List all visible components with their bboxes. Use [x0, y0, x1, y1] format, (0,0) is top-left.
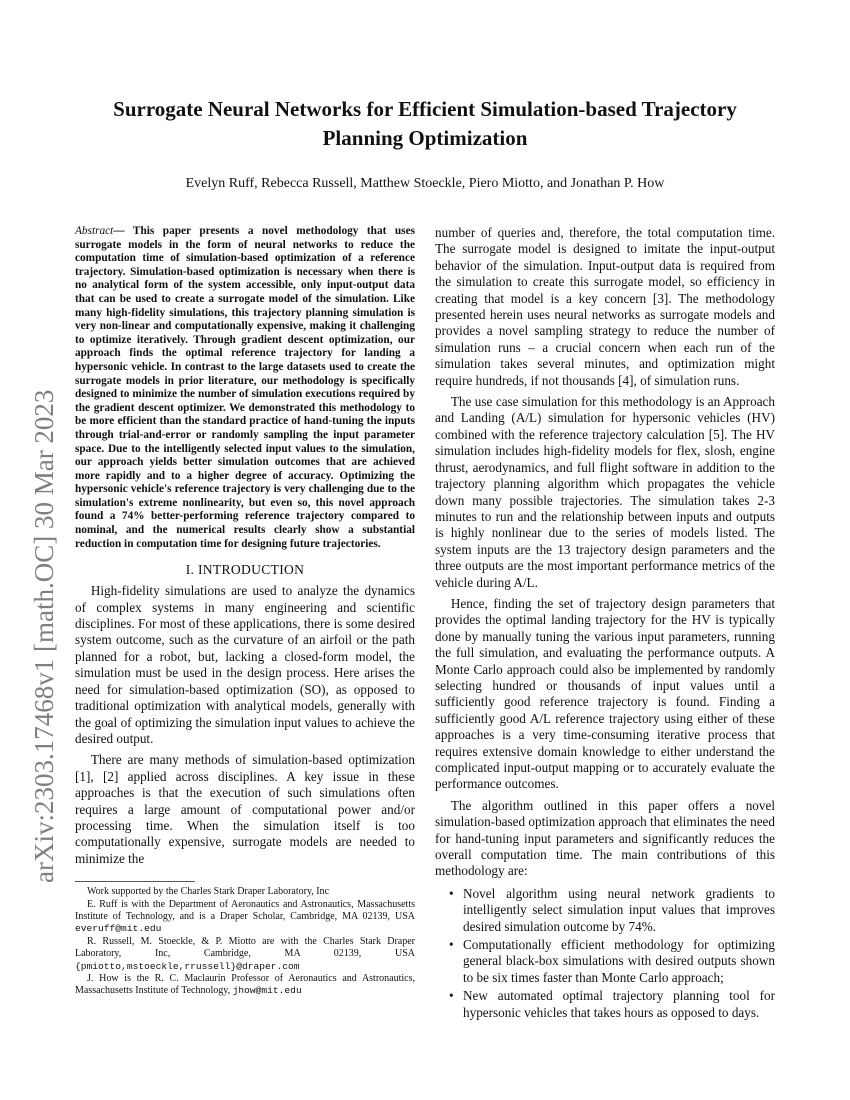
left-column [75, 225, 415, 998]
contribution-text: Novel algorithm using neural network gradients to intelligently select simulation input values that improves desired simulation outcome by 74%. [463, 885, 775, 934]
email-link-how[interactable]: jhow@mit.edu [232, 985, 302, 997]
section-heading-introduction: I. INTRODUCTION [185, 562, 305, 578]
contribution-text: New automated optimal trajectory planning tool for hypersonic vehicles that takes hours as opposed to days. [463, 988, 775, 1020]
email-link-ruff[interactable]: everuff@mit.edu [75, 923, 162, 935]
footnote-divider [75, 881, 195, 882]
body-paragraph-use-case: The use case simulation for this methodology is an Approach and Landing (A/L) simulation for hypersonic vehicles (HV) combined with the reference trajectory calculation [5]. The HV simulation includes high-fidelity models for flex, slosh, engine thrust, aerodynamics, and full flight software in addition to the trajectory planning algorithm which propagates the vehicle down many possible trajectories. The simulation takes 2-3 minutes to run and the relationship between inputs and outputs is highly nonlinear due to the series of models listed. The system inputs are the 13 trajectory design parameters and the three outputs are the most important performance metrics of the vehicle during A/L. [435, 394, 775, 590]
body-paragraph-manual-tuning: Hence, finding the set of trajectory design parameters that provides the optimal landing trajectory for the HV is typically done by manually tuning the various input parameters, running the full simulation, and evaluating the performance outputs. A Monte Carlo approach could also be implemented by randomly selecting hundred or thousands of input values until a sufficiently good reference trajectory is found. Finding a sufficiently good A/L reference trajectory using either of these approaches is a very time-consuming iterative process that requires extensive domain knowledge to either understand the complicated input-output mapping or to accurately evaluate the performance outcomes. [435, 595, 775, 792]
bullet-icon: • [449, 885, 454, 901]
paper-title-line-2: Planning Optimization [322, 126, 528, 150]
intro-paragraph-2: There are many methods of simulation-based optimization [1], [2] applied across disciplines. A key issue in these approaches is that the execution of such simulations often requires a large amount of computational power and/or processing time. When the simulation itself is too computationally expensive, surrogate models are needed to minimize the [75, 752, 415, 866]
arxiv-identifier: arXiv:2303.17468v1 [math.OC] 30 Mar 2023 [29, 389, 59, 883]
footnotes [75, 886, 415, 998]
footnote-draper [75, 936, 415, 973]
list-item [435, 937, 775, 986]
author-list: Evelyn Ruff, Rebecca Russell, Matthew Stoeckle, Piero Miotto, and Jonathan P. How [185, 176, 665, 191]
footnote-ruff-text: E. Ruff is with the Department of Aeronautics and Astronautics, Massachusetts Institute of Technology, and is a Draper Scholar, Cambridge, MA 02139, USA [75, 898, 415, 922]
footnote-funding: Work supported by the Charles Stark Draper Laboratory, Inc [87, 886, 330, 898]
contribution-text: Computationally efficient methodology for optimizing general black-box simulations with desired outputs shown to be six times faster than Monte Carlo approach; [463, 937, 775, 985]
right-column [435, 225, 775, 1023]
paper-title-line-1: Surrogate Neural Networks for Efficient Simulation-based Trajectory [113, 97, 737, 121]
contributions-list [435, 886, 775, 1021]
paper-title [60, 95, 790, 153]
body-paragraph-continued: number of queries and, therefore, the total computation time. The surrogate model is designed to imitate the input-output behavior of the simulation. Input-output data is required from the simulation to create this surrogate model, so efficiency in creating that model is a key concern [3]. The methodology presented herein uses neural networks as surrogate models and provides a novel sampling strategy to reduce the number of simulation runs – a crucial concern when each run of the simulation takes several minutes, and optimization might require hundreds, if not thousands [4], of simulation runs. [435, 225, 775, 388]
bullet-icon: • [449, 937, 454, 953]
abstract-label: Abstract [75, 225, 114, 237]
abstract-text: — This paper presents a novel methodology that uses surrogate models in the form of neural networks to reduce the computation time of simulation-based optimization of a reference trajectory. Simulation-based optimization is necessary when there is no analytical form of the system accessible, only input-output data that can be used to create a surrogate model of the simulation. Like many high-fidelity simulations, this trajectory planning simulation is very non-linear and computationally expensive, making it challenging to optimize iteratively. Through gradient descent optimization, our approach finds the optimal reference trajectory for landing a hypersonic vehicle. In contrast to the large datasets used to create the surrogate models in prior literature, our methodology is specifically designed to minimize the number of simulation executions required by the gradient descent optimizer. We demonstrated this methodology to be more efficient than the standard practice of hand-tuning the inputs through trial-and-error or randomly sampling the input parameter space. Due to the intelligently selected input values to the simulation, our approach yields better simulation outcomes that are achieved more rapidly and to a higher degree of accuracy. Optimizing the hypersonic vehicle's reference trajectory is very challenging due to the simulation's extreme nonlinearity, but even so, this novel approach found a 74% better-performing reference trajectory compared to nominal, and the numerical results clearly show a substantial reduction in computation time for designing future trajectories. [75, 225, 415, 550]
footnote-how [75, 973, 415, 998]
bullet-icon: • [449, 988, 454, 1004]
footnote-draper-text: R. Russell, M. Stoeckle, & P. Miotto are with the Charles Stark Draper Laboratory, Inc, Cambridge, MA 02139, USA [75, 935, 415, 960]
intro-paragraph-1: High-fidelity simulations are used to analyze the dynamics of complex systems in many engineering and scientific disciplines. For most of these applications, there is some desired system outcome, such as the curvature of an airfoil or the path planned for a robot, but, lacking a closed-form model, the simulation must be used in the design process. Here arises the need for simulation-based optimization (SO), as opposed to traditional optimization with analytical models, generally with the goal of optimizing the simulation input values to achieve the desired output. [75, 583, 415, 746]
email-link-draper[interactable]: {pmiotto,mstoeckle,rrussell}@draper.com [75, 960, 300, 972]
footnote-ruff [75, 899, 415, 936]
footnote-how-text: J. How is the R. C. Maclaurin Professor of Aeronautics and Astronautics, Massachusetts Institute of Technology, [75, 973, 415, 997]
abstract [75, 225, 415, 551]
list-item [435, 988, 775, 1021]
list-item [435, 886, 775, 935]
body-paragraph-contributions-intro: The algorithm outlined in this paper offers a novel simulation-based optimization approach that eliminates the need for hand-tuning input parameters and significantly reduces the overall computation time. The main contributions of this methodology are: [435, 797, 775, 879]
